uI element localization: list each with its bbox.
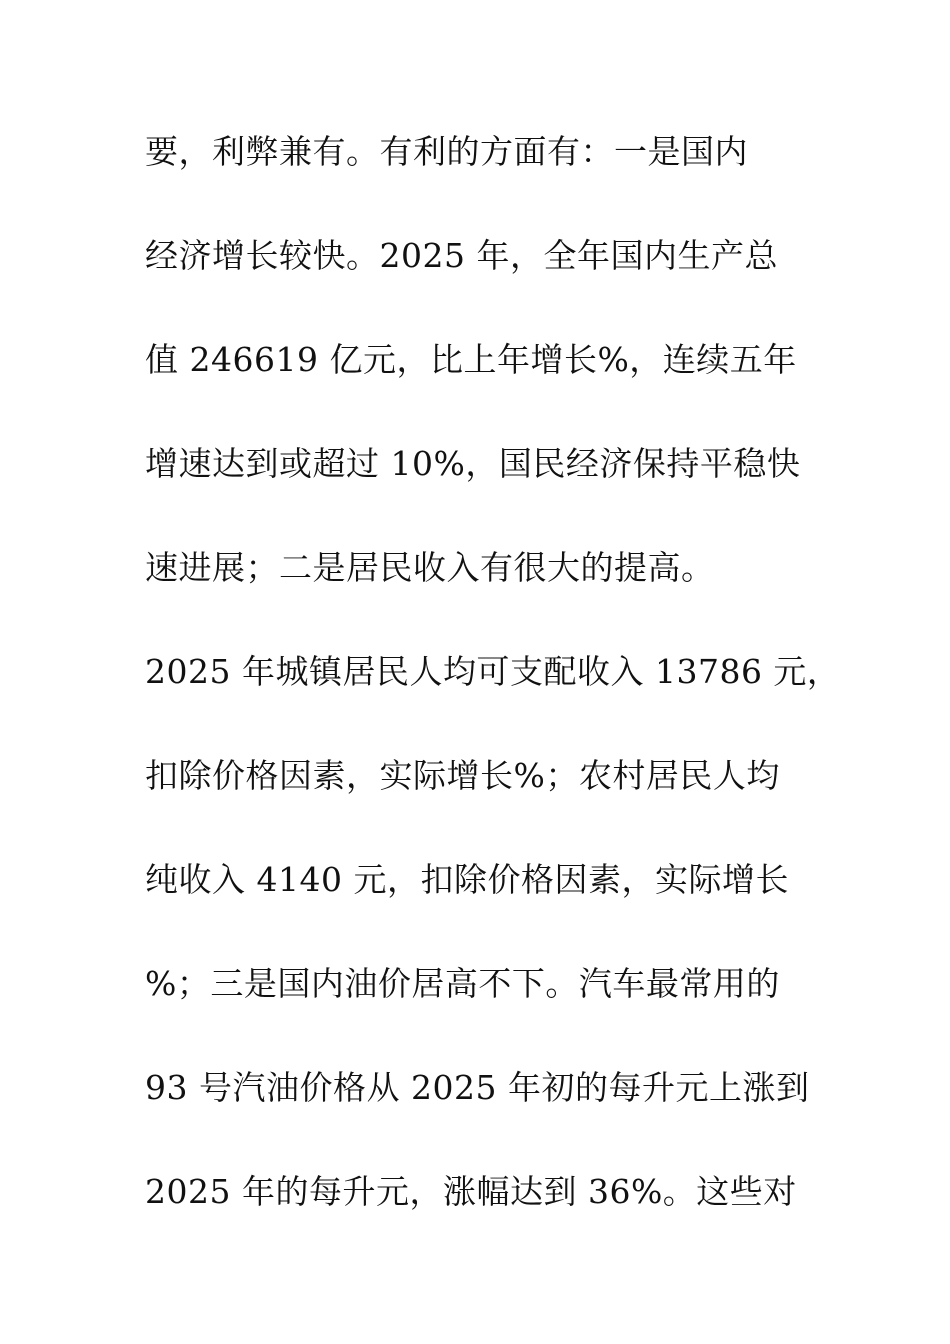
text-line-8: 纯收入 4140 元，扣除价格因素，实际增长 (145, 860, 789, 899)
text-line-7: 扣除价格因素，实际增长%；农村居民人均 (145, 756, 780, 795)
text-line-11: 2025 年的每升元，涨幅达到 36%。这些对 (145, 1172, 797, 1211)
text-line-10: 93 号汽油价格从 2025 年初的每升元上涨到 (145, 1068, 810, 1107)
text-line-4: 增速达到或超过 10%，国民经济保持平稳快 (145, 444, 801, 483)
text-line-5: 速进展；二是居民收入有很大的提高。 (145, 548, 715, 587)
text-line-1: 要，利弊兼有。有利的方面有：一是国内 (145, 132, 748, 171)
text-line-9: %；三是国内油价居高不下。汽车最常用的 (145, 964, 780, 1003)
text-line-6: 2025 年城镇居民人均可支配收入 13786 元， (145, 652, 841, 691)
text-line-2: 经济增长较快。2025 年，全年国内生产总 (145, 236, 778, 275)
text-line-3: 值 246619 亿元，比上年增长%，连续五年 (145, 340, 797, 379)
body-text (145, 127, 841, 1271)
